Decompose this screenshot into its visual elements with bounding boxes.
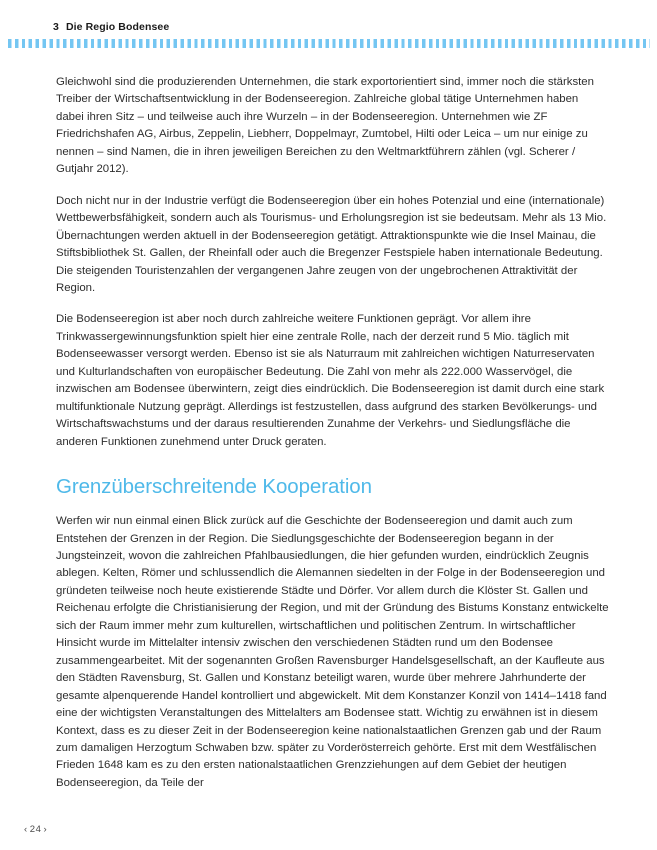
running-header: [53, 21, 169, 33]
chapter-title: Die Regio Bodensee: [65, 21, 170, 33]
chapter-number: 3: [53, 21, 59, 33]
page-folio: [24, 824, 47, 835]
paragraph: Doch nicht nur in der Industrie verfügt die Bodenseeregion über ein hohes Potenzial und eine (internationale) Wettbewerbsfähigkeit, sondern auch als Tourismus- und Erholungsregion ist sie bedeutsam. Mehr als 13 Mio. Übernachtungen werden aktuell in der Bodenseeregion getätigt. Attraktionspunkte wie die Insel Mainau, die Stiftsbibliothek St. Gallen, der Rheinfall oder auch die Bregenzer Festspiele haben internationale Bedeutung. Die steigenden Touristenzahlen der vergangenen Jahre zeugen von der ungebrochenen Attraktivität der Region.: [56, 194, 607, 294]
page-number: 24: [29, 824, 42, 835]
paragraph: Die Bodenseeregion ist aber noch durch zahlreiche weitere Funktionen geprägt. Vor allem ihre Trinkwassergewinnungsfunktion spielt hier eine zentrale Rolle, nach der derzeit rund 5 Mio. täglich mit Bodenseewasser versorgt werden. Ebenso ist sie als Naturraum mit zahlreichen wichtigen Naturreservaten und Kulturlandschaften von europäischer Bedeutung. Die Zahl von mehr als 222.000 Wasservögel, die inzwischen am Bodensee überwintern, zeigt dies eindrücklich. Die Bodenseeregion ist damit durch eine stark multifunktionale Nutzung geprägt. Allerdings ist festzustellen, dass aufgrund des starken Bevölkerungs- und Wirtschaftswachstums und der daraus resultierenden Zunahme der Verkehrs- und Siedlungsfläche die anderen Funktionen zunehmend unter Druck geraten.: [56, 313, 605, 448]
section-heading: Grenzüberschreitende Kooperation: [56, 475, 372, 499]
next-page-arrow: ›: [43, 824, 48, 835]
decorative-dashed-rule: [8, 39, 650, 48]
section-heading-block: [56, 475, 609, 499]
prev-page-arrow: ‹: [24, 824, 28, 835]
text-column: [56, 74, 609, 792]
paragraph: Werfen wir nun einmal einen Blick zurück auf die Geschichte der Bodenseeregion und damit auch zum Entstehen der Grenzen in der Region. Die Siedlungsgeschichte der Bodenseeregion begann in der Jungsteinzeit, wovon die zahlreichen Pfahlbausiedlungen, die hier gefunden wurden, eindrücklich Zeugnis ablegen. Kelten, Römer und schlussendlich die Alemannen siedelten in der Folge in der Bodenseeregion und gründeten teilweise noch heute existierende Städte und Dörfer. Vor allem durch die Klöster St. Gallen und Reichenau erfolgte die Christianisierung der Region, und mit der Gründung des Bistums Konstanz entwickelte sich der Raum immer mehr zum kulturellen, wirtschaftlichen und politischen Zentrum. In wirtschaftlicher Hinsicht wurde im Mittelalter intensiv zwischen den verschiedenen Städten rund um den Bodensee zusammengearbeitet. Mit der sogenannten Großen Ravensburger Handelsgesellschaft, an der Kaufleute aus den Städten Ravensburg, St. Gallen und Konstanz beteiligt waren, wurde über mehrere Jahrhunderte der gesamte alpenquerende Handel kontrolliert und abgewickelt. Mit dem Konstanzer Konzil von 1414–1418 fand eine der wichtigsten Veranstaltungen des Mittelalters am Bodensee statt. Wichtig zu erwähnen ist in diesem Kontext, dass es zu dieser Zeit in der Bodenseeregion keine nationalstaatlichen Grenzen gab und der Raum zum damaligen Herzogtum Schwaben bzw. später zu Vorderösterreich gehörte. Erst mit dem Westfälischen Frieden 1648 kam es zu den ersten nationalstaatlichen Grenzziehungen auf dem Gebiet der heutigen Bodenseeregion, da Teile der: [56, 515, 609, 789]
paragraph: Gleichwohl sind die produzierenden Unternehmen, die stark exportorientiert sind, immer noch die stärksten Treiber der Wirtschaftsentwicklung in der Bodenseeregion. Zahlreiche global tätige Unternehmen haben dabei ihren Sitz – und teilweise auch ihre Wurzeln – in der Bodenseeregion. Unternehmen wie ZF Friedrichshafen AG, Airbus, Zeppelin, Liebherr, Doppelmayr, Zumtobel, Hilti oder Leica – um nur einige zu nennen – sind Namen, die in ihren jeweiligen Bereichen zu den Weltmarktführern zählen (vgl. Scherer / Gutjahr 2012).: [56, 76, 594, 176]
